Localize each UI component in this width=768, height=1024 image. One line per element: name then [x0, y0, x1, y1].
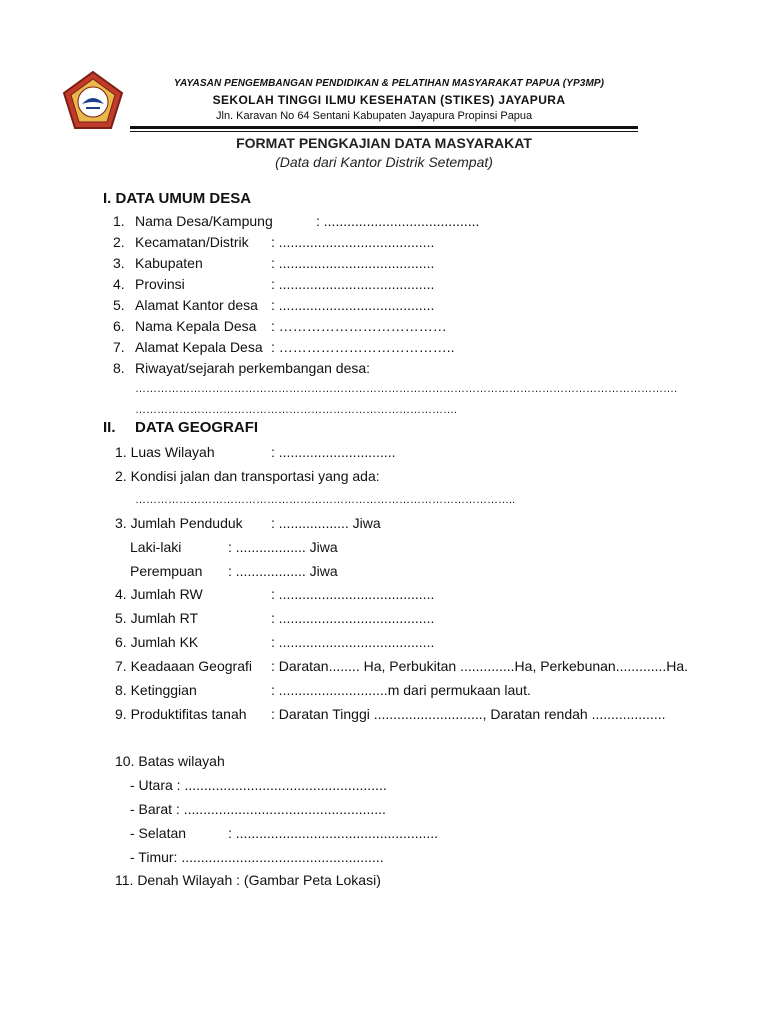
field-label-batas: 10. Batas wilayah — [115, 753, 225, 769]
header-rule-thick — [130, 126, 638, 129]
field-value-alamat-kantor: : ........................................ — [271, 297, 435, 313]
item-num: 4. — [113, 276, 125, 292]
field-value-geografi: : Daratan........ Ha, Perbukitan ..............Ha, Perkebunan.............Ha. — [271, 658, 689, 674]
riwayat-dots-line-1: …………………………………………………………………………………………………………………………………. — [135, 383, 678, 395]
section-2-number: II. — [103, 419, 116, 436]
batas-barat: - Barat : .................................................... — [130, 801, 386, 817]
batas-timur: - Timur: .................................................... — [130, 849, 384, 865]
jalan-dots-line: ………………………………………………………………………………………….. — [135, 494, 516, 506]
field-label-ketinggian: 8. Ketinggian — [115, 682, 197, 698]
field-value-luas: : .............................. — [271, 444, 396, 460]
field-value-penduduk: : .................. Jiwa — [271, 515, 381, 531]
field-value-selatan: : .................................................... — [228, 825, 439, 841]
field-label-denah: 11. Denah Wilayah : (Gambar Peta Lokasi) — [115, 872, 381, 888]
item-num: 5. — [113, 297, 125, 313]
field-value-nama-kepala: : ……………………………… — [271, 318, 447, 334]
form-title: FORMAT PENGKAJIAN DATA MASYARAKAT — [236, 135, 532, 151]
field-value-laki: : .................. Jiwa — [228, 539, 338, 555]
field-label-produktifitas: 9. Produktifitas tanah — [115, 706, 247, 722]
field-value-nama-desa: : ........................................ — [316, 213, 480, 229]
field-label-alamat-kepala: Alamat Kepala Desa — [135, 339, 263, 355]
field-value-rt: : ........................................ — [271, 610, 435, 626]
field-label-kabupaten: Kabupaten — [135, 255, 203, 271]
field-label-riwayat: Riwayat/sejarah perkembangan desa: — [135, 360, 371, 376]
field-label-geografi: 7. Keadaaan Geografi — [115, 658, 252, 674]
field-value-kabupaten: : ........................................ — [271, 255, 435, 271]
section-1-heading: I. DATA UMUM DESA — [103, 190, 252, 207]
item-num: 8. — [113, 360, 125, 376]
field-label-rw: 4. Jumlah RW — [115, 586, 203, 602]
item-num: 3. — [113, 255, 125, 271]
item-num: 7. — [113, 339, 125, 355]
field-label-kecamatan: Kecamatan/Distrik — [135, 234, 249, 250]
field-label-alamat-kantor: Alamat Kantor desa — [135, 297, 258, 313]
school-address: Jln. Karavan No 64 Sentani Kabupaten Jayapura Propinsi Papua — [216, 110, 533, 122]
item-num: 6. — [113, 318, 125, 334]
field-label-rt: 5. Jumlah RT — [115, 610, 198, 626]
field-label-laki: Laki-laki — [130, 539, 182, 555]
field-value-produktifitas: : Daratan Tinggi ............................, Daratan rendah ................... — [271, 706, 666, 722]
school-name: SEKOLAH TINGGI ILMU KESEHATAN (STIKES) JAYAPURA — [212, 93, 566, 107]
form-subtitle: (Data dari Kantor Distrik Setempat) — [275, 154, 493, 170]
item-num: 2. — [113, 234, 125, 250]
field-value-ketinggian: : ............................m dari permukaan laut. — [271, 682, 531, 698]
item-num: 1. — [113, 213, 125, 229]
field-label-penduduk: 3. Jumlah Penduduk — [115, 515, 243, 531]
field-value-perempuan: : .................. Jiwa — [228, 563, 338, 579]
field-value-alamat-kepala: : ……………………………….. — [271, 339, 455, 355]
field-label-perempuan: Perempuan — [130, 563, 203, 579]
field-label-selatan: - Selatan — [130, 825, 187, 841]
riwayat-dots-line-2: ……………………………………………………………………………. — [135, 404, 458, 416]
field-label-kk: 6. Jumlah KK — [115, 634, 199, 650]
field-label-jalan: 2. Kondisi jalan dan transportasi yang ada: — [115, 468, 380, 484]
field-label-provinsi: Provinsi — [135, 276, 185, 292]
field-value-kk: : ........................................ — [271, 634, 435, 650]
field-label-luas: 1. Luas Wilayah — [115, 444, 215, 460]
field-value-kecamatan: : ........................................ — [271, 234, 435, 250]
field-label-nama-kepala: Nama Kepala Desa — [135, 318, 257, 334]
batas-utara: - Utara : .................................................... — [130, 777, 387, 793]
section-2-heading: DATA GEOGRAFI — [135, 419, 259, 436]
foundation-name: YAYASAN PENGEMBANGAN PENDIDIKAN & PELATIHAN MASYARAKAT PAPUA (YP3MP) — [173, 78, 605, 89]
field-value-provinsi: : ........................................ — [271, 276, 435, 292]
stikes-logo — [62, 70, 124, 132]
field-value-rw: : ........................................ — [271, 586, 435, 602]
field-label-nama-desa: Nama Desa/Kampung — [135, 213, 273, 229]
header-rule-thin — [130, 131, 638, 132]
